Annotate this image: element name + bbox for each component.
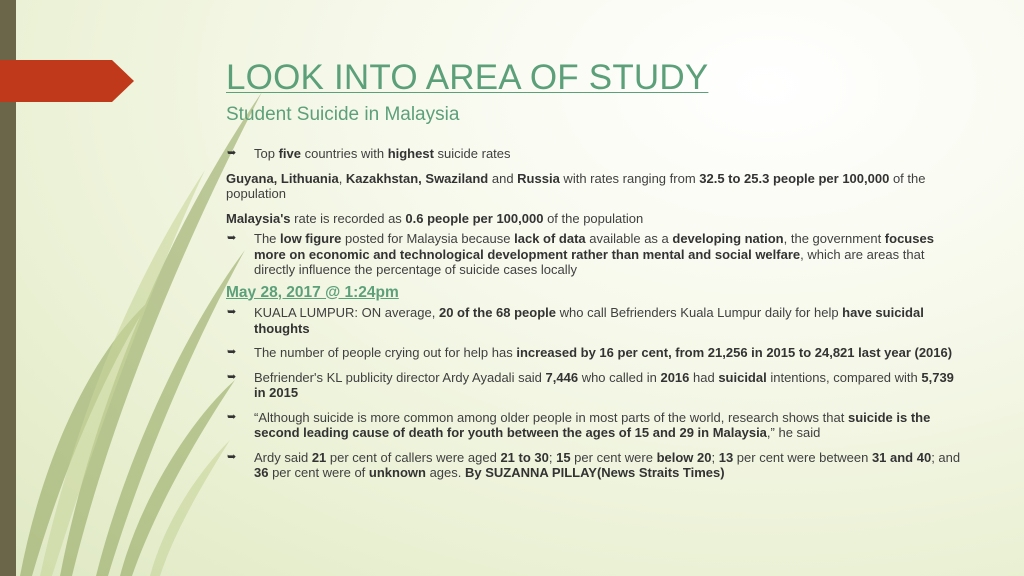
bullet-arrow-icon: ➥	[227, 306, 237, 318]
list-item: ➥ Top five countries with highest suicide rates	[227, 146, 511, 161]
list-item: ➥ “Although suicide is more common among older people in most parts of the world, research shows that suicide is the second leading cause of death for youth between the ages of 15 and 29 in Malaysia,” he said	[227, 409, 931, 440]
bullet-arrow-icon: ➥	[227, 232, 237, 244]
slide-content	[226, 146, 966, 481]
list-item: ➥ Ardy said 21 per cent of callers were aged 21 to 30; 15 per cent were below 20; 13 per cent were between 31 and 40; and 36 per cent were of unknown ages. By SUZANNA PILLAY(News Straits Times)	[227, 449, 961, 480]
bullet-arrow-icon: ➥	[227, 410, 237, 423]
list-item: ➥ The low figure posted for Malaysia because lack of data available as a developing nation, the government focuses more on economic and technological development rather than mental and social welfare, which are areas that directly influence the percentage of suicide cases locally	[227, 231, 934, 277]
bullet-arrow-icon: ➥	[227, 370, 237, 383]
bullet-arrow-icon: ➥	[227, 346, 237, 358]
bullet-arrow-icon: ➥	[227, 147, 237, 159]
date-heading: May 28, 2017 @ 1:24pm	[226, 283, 399, 301]
slide-subtitle: Student Suicide in Malaysia	[226, 104, 460, 125]
list-item: ➥ Befriender's KL publicity director Ardy Ayadali said 7,446 who called in 2016 had suicidal intentions, compared with 5,739 in 2015	[227, 369, 954, 400]
list-item: ➥ The number of people crying out for help has increased by 16 per cent, from 21,256 in 2015 to 24,821 last year (2016)	[227, 345, 953, 360]
malaysia-rate-paragraph: Malaysia's rate is recorded as 0.6 people per 100,000 of the population	[226, 210, 644, 226]
list-item: ➥ KUALA LUMPUR: ON average, 20 of the 68 people who call Befrienders Kuala Lumpur daily for help have suicidal thoughts	[227, 305, 924, 336]
countries-paragraph: Guyana, Lithuania, Kazakhstan, Swaziland and Russia with rates ranging from 32.5 to 25.3 people per 100,000 of the population	[226, 170, 926, 201]
bullet-arrow-icon: ➥	[227, 450, 237, 463]
slide-title: LOOK INTO AREA OF STUDY	[226, 58, 709, 97]
